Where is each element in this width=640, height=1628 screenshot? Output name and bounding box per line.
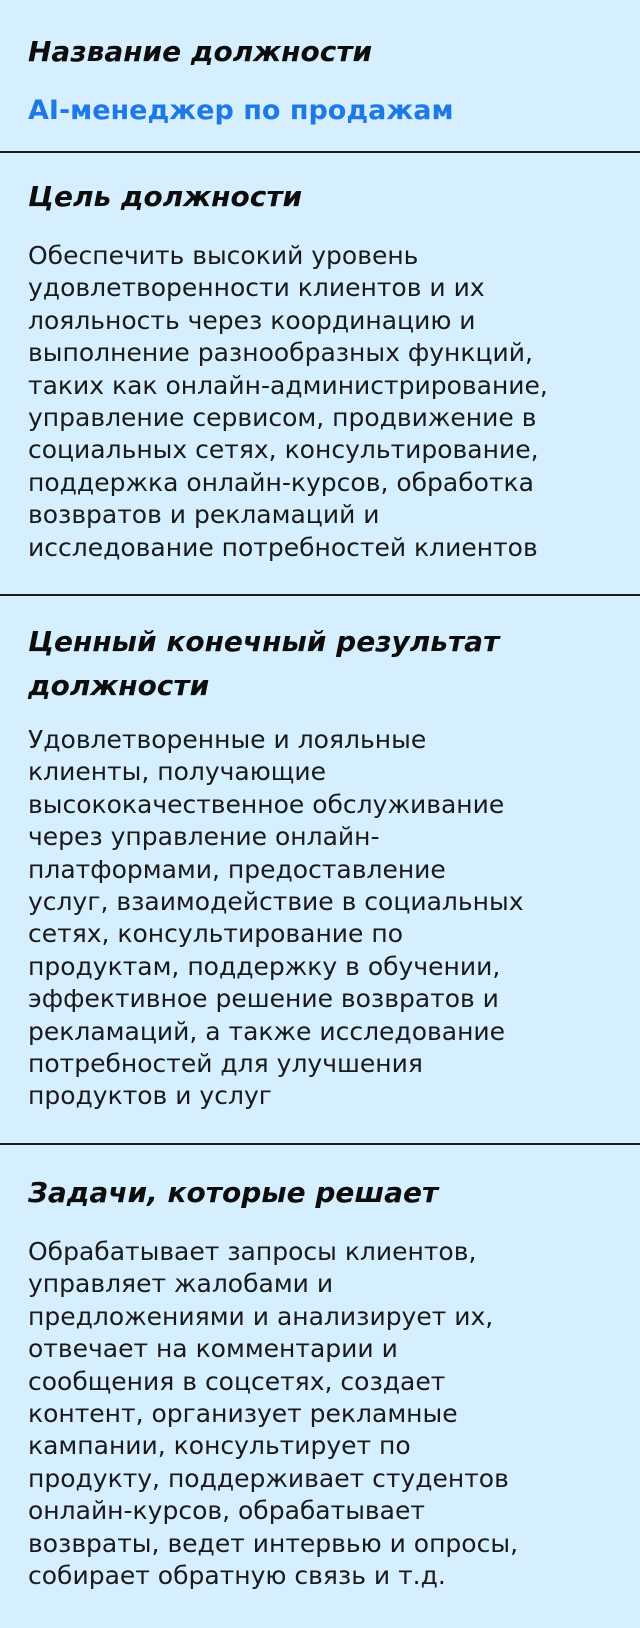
text-line: отвечает на комментарии и xyxy=(28,1334,398,1364)
text-line: клиенты, получающие xyxy=(28,757,326,787)
section-job-title xyxy=(0,0,640,151)
job-goal-text xyxy=(28,240,612,564)
text-line: онлайн-курсов, обрабатывает xyxy=(28,1496,425,1526)
tasks-heading: Задачи, которые решает xyxy=(28,1176,439,1209)
text-line: управление сервисом, продвижение в xyxy=(28,403,537,433)
text-line: таких как онлайн-администрирование, xyxy=(28,370,548,400)
text-line: удовлетворенности клиентов и их xyxy=(28,273,485,303)
text-line: сетях, консультирование по xyxy=(28,919,403,949)
text-line: потребностей для улучшения xyxy=(28,1049,423,1079)
text-line: управляет жалобами и xyxy=(28,1269,334,1299)
text-line: услуг, взаимодействие в социальных xyxy=(28,887,524,917)
section-tasks xyxy=(0,1145,640,1628)
section-final-result xyxy=(0,596,640,1143)
text-line: исследование потребностей клиентов xyxy=(28,532,538,562)
text-line: через управление онлайн- xyxy=(28,822,380,852)
text-line: социальных сетях, консультирование, xyxy=(28,435,539,465)
text-line: возвратов и рекламаций и xyxy=(28,500,380,530)
text-line: кампании, консультирует по xyxy=(28,1431,411,1461)
text-line: продуктам, поддержку в обучении, xyxy=(28,951,501,981)
job-title-heading: Название должности xyxy=(28,35,373,68)
text-line: предложениями и анализирует их, xyxy=(28,1301,494,1331)
final-result-heading xyxy=(28,620,612,708)
text-line: поддержка онлайн-курсов, обработка xyxy=(28,467,534,497)
text-line: эффективное решение возвратов и xyxy=(28,984,499,1014)
job-title-value: AI-менеджер по продажам xyxy=(28,95,454,126)
text-line: лояльность через координацию и xyxy=(28,305,476,335)
heading-line: должности xyxy=(28,669,210,702)
text-line: возвраты, ведет интервью и опросы, xyxy=(28,1528,519,1558)
job-goal-heading: Цель должности xyxy=(28,180,303,213)
tasks-text xyxy=(28,1236,612,1592)
text-line: продукту, поддерживает студентов xyxy=(28,1463,509,1493)
text-line: платформами, предоставление xyxy=(28,854,446,884)
text-line: Обеспечить высокий уровень xyxy=(28,241,419,270)
heading-line: Ценный конечный результат xyxy=(28,625,500,658)
text-line: высококачественное обслуживание xyxy=(28,789,505,819)
section-job-goal xyxy=(0,153,640,594)
final-result-text xyxy=(28,724,612,1113)
text-line: сообщения в соцсетях, создает xyxy=(28,1366,446,1396)
text-line: рекламаций, а также исследование xyxy=(28,1016,506,1046)
text-line: собирает обратную связь и т.д. xyxy=(28,1561,446,1591)
text-line: продуктов и услуг xyxy=(28,1081,272,1111)
text-line: Обрабатывает запросы клиентов, xyxy=(28,1237,477,1266)
text-line: Удовлетворенные и лояльные xyxy=(28,725,427,754)
text-line: выполнение разнообразных функций, xyxy=(28,338,533,368)
text-line: контент, организует рекламные xyxy=(28,1399,458,1429)
